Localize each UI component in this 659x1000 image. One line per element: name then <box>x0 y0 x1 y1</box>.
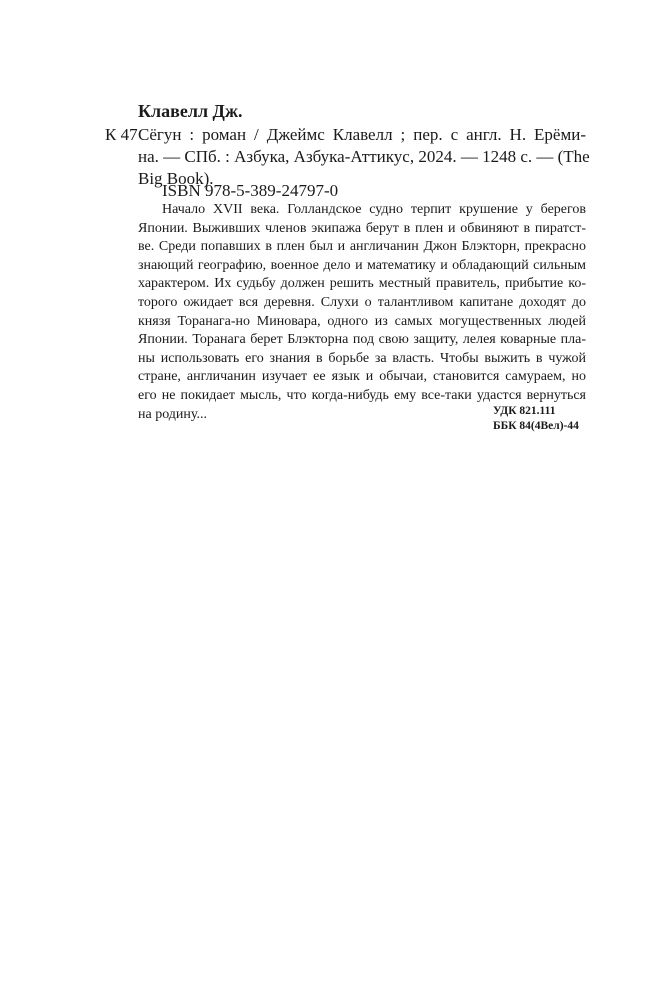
annotation-line: ве. Среди попавших в плен был и англичанин Джон Блэкторн, прекрасно <box>138 239 586 255</box>
classification-indices <box>493 404 579 434</box>
author-heading: Клавелл Дж. <box>138 101 243 121</box>
bibliographic-line: Big Book). <box>138 169 214 188</box>
isbn: ISBN 978-5-389-24797-0 <box>162 181 339 200</box>
author-mark-code: К 47 <box>105 125 138 144</box>
annotation-line: ны использовать его знания в борьбе за власть. Чтобы выжить в чужой <box>138 350 586 366</box>
udc-index: УДК 821.111 <box>493 405 556 417</box>
bibliographic-line: Сёгун : роман / Джеймс Клавелл ; пер. с англ. Н. Ерёми- <box>138 125 586 144</box>
annotation-line: стране, англичанин изучает ее язык и обычаи, становится самураем, но <box>138 369 586 385</box>
annotation-line: князя Торанага-но Миновара, одного из самых могущественных людей <box>138 313 586 329</box>
bibliographic-line: на. — СПб. : Азбука, Азбука-Аттикус, 2024. — 1248 с. — (The <box>138 147 590 166</box>
annotation-line: торого ожидает вся деревня. Слухи о талантливом капитане доходят до <box>138 294 586 310</box>
annotation <box>138 201 586 424</box>
annotation-line: Начало XVII века. Голландское судно терпит крушение у берегов <box>162 202 586 217</box>
annotation-line: его не покидает мысль, что когда-нибудь ему все-таки удастся вернуться <box>138 387 586 403</box>
bbk-index: ББК 84(4Вел)-44 <box>493 420 579 432</box>
annotation-line: характером. Их судьбу должен решить местный правитель, прибытие ко- <box>138 276 586 292</box>
annotation-line: Японии. Торанага берет Блэкторна под свою защиту, лелея коварные пла- <box>138 332 586 348</box>
annotation-line: знающий географию, военное дело и математику и обладающий сильным <box>138 257 586 273</box>
annotation-line: Японии. Выживших членов экипажа берут в плен и обвиняют в пиратст- <box>138 220 586 236</box>
annotation-line: на родину... <box>138 406 208 422</box>
